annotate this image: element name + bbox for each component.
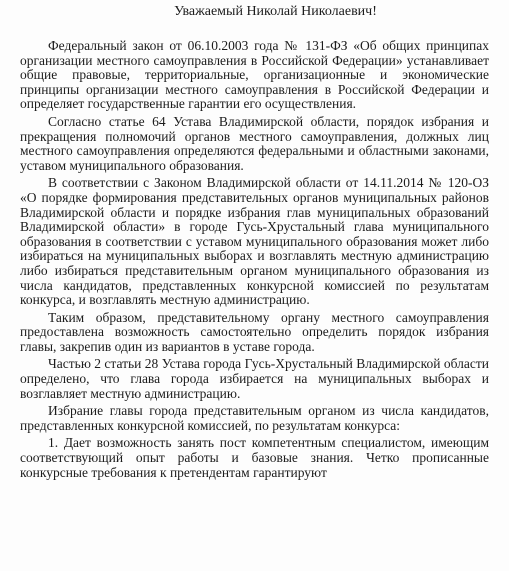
- paragraph-list-item-1: 1. Дает возможность занять пост компетентным специалистом, имеющим соответствующий опыт работы и базовые знания. Четко прописанные конкурсные требования к претендентам гарантируют: [20, 435, 489, 480]
- paragraph-conclusion: Таким образом, представительному органу местного самоуправления предоставлена возможность самостоятельно определить порядок избрания главы, закрепив один из вариантов в уставе города.: [20, 309, 489, 354]
- letter-body: [20, 39, 489, 483]
- paragraph-article-28: Частью 2 статьи 28 Устава города Гусь-Хрустальный Владимирской области определено, что глава города избирается на муниципальных выборах и возглавляет местную администрацию.: [20, 356, 489, 401]
- letter-greeting: Уважаемый Николай Николаевич!: [174, 4, 377, 19]
- paragraph-election-intro: Избрание главы города представительным органом из числа кандидатов, представленных конкурсной комиссией, по результатам конкурса:: [20, 403, 489, 433]
- paragraph-regional-law: В соответствии с Законом Владимирской области от 14.11.2014 № 120-ОЗ «О порядке формирования представительных органов муниципальных районов Владимирской области и порядке избрания глав муниципальных образований Владимирской области» в городе Гусь-Хрустальный глава муниципального образования в соответствии с уставом муниципального образования может либо избираться на муниципальных выборах и возглавлять местную администрацию либо избираться представительным органом муниципального образования из числа кандидатов, представленных конкурсной комиссией по результатам конкурса, и возглавлять местную администрацию.: [20, 175, 489, 308]
- paragraph-article-64: Согласно статье 64 Устава Владимирской области, порядок избрания и прекращения полномочий органов местного самоуправления, должных лиц местного самоуправления определяются федеральными и областными законами, уставом муниципального образования.: [20, 113, 489, 173]
- paragraph-federal-law: Федеральный закон от 06.10.2003 года № 131-ФЗ «Об общих принципах организации местного самоуправления в Российской Федерации» устанавливает общие правовые, территориальные, организационные и экономические принципы организации местного самоуправления в Российской Федерации и определяет государственные гарантии его осуществления.: [20, 38, 489, 112]
